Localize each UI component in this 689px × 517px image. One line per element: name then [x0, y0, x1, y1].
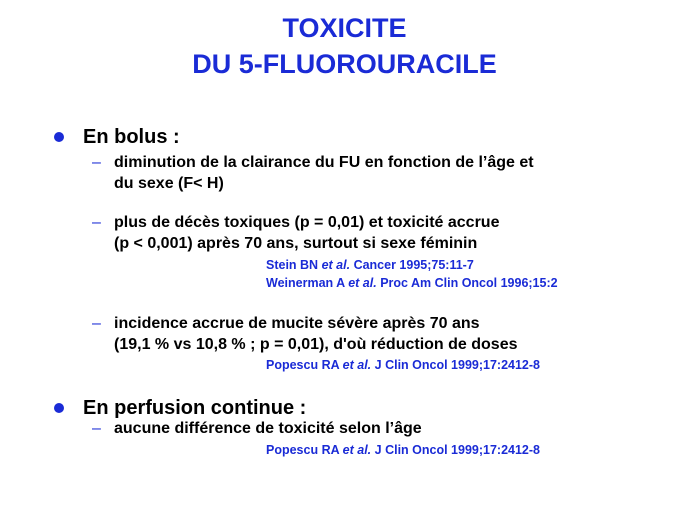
section-bolus — [58, 125, 180, 149]
dash-icon: – — [92, 420, 101, 437]
bullet-dot-icon — [54, 403, 64, 413]
ref-source: Cancer 1995;75:11-7 — [353, 258, 474, 272]
sub-item-aucune — [92, 418, 422, 439]
reference — [266, 274, 558, 292]
dash-icon: – — [92, 315, 101, 332]
sub-item-deces — [92, 212, 499, 254]
text-line: du sexe (F< H) — [114, 175, 224, 192]
ref-author: Popescu RA — [266, 443, 340, 457]
ref-source: Proc Am Clin Oncol 1996;15:2 — [380, 276, 558, 290]
ref-author: Stein BN — [266, 258, 319, 272]
ref-etal: et al. — [342, 358, 372, 372]
reference — [266, 441, 540, 459]
slide-title — [0, 10, 689, 82]
text-line: (p < 0,001) après 70 ans, surtout si sexe féminin — [114, 235, 478, 252]
text-line: aucune différence de toxicité selon l’âge — [114, 420, 422, 437]
sub-item-text — [114, 418, 422, 439]
ref-author: Popescu RA — [266, 358, 340, 372]
reference — [266, 256, 474, 274]
title-line-1: TOXICITE — [282, 13, 407, 43]
reference — [266, 356, 540, 374]
dash-icon: – — [92, 214, 101, 231]
sub-item-text — [114, 152, 534, 194]
sub-item-text — [114, 212, 499, 254]
bullet-dot-icon — [54, 132, 64, 142]
text-line: plus de décès toxiques (p = 0,01) et toxicité accrue — [114, 214, 500, 231]
text-line: diminution de la clairance du FU en fonction de l’âge et — [114, 154, 534, 171]
title-line-2: DU 5-FLUOROURACILE — [192, 49, 497, 79]
ref-etal: et al. — [321, 258, 351, 272]
text-line: (19,1 % vs 10,8 % ; p = 0,01), d'où réduction de doses — [114, 336, 518, 353]
ref-etal: et al. — [342, 443, 372, 457]
ref-author: Weinerman A — [266, 276, 345, 290]
text-line: incidence accrue de mucite sévère après 70 ans — [114, 315, 480, 332]
sub-item-text — [114, 313, 518, 355]
section-perfusion — [58, 396, 306, 420]
section-label: En perfusion continue : — [83, 397, 307, 419]
section-label: En bolus : — [83, 126, 180, 148]
dash-icon: – — [92, 154, 101, 171]
ref-etal: et al. — [348, 276, 377, 290]
ref-source: J Clin Oncol 1999;17:2412-8 — [374, 358, 540, 372]
ref-source: J Clin Oncol 1999;17:2412-8 — [374, 443, 540, 457]
sub-item-clairance — [92, 152, 534, 194]
sub-item-mucite — [92, 313, 518, 355]
